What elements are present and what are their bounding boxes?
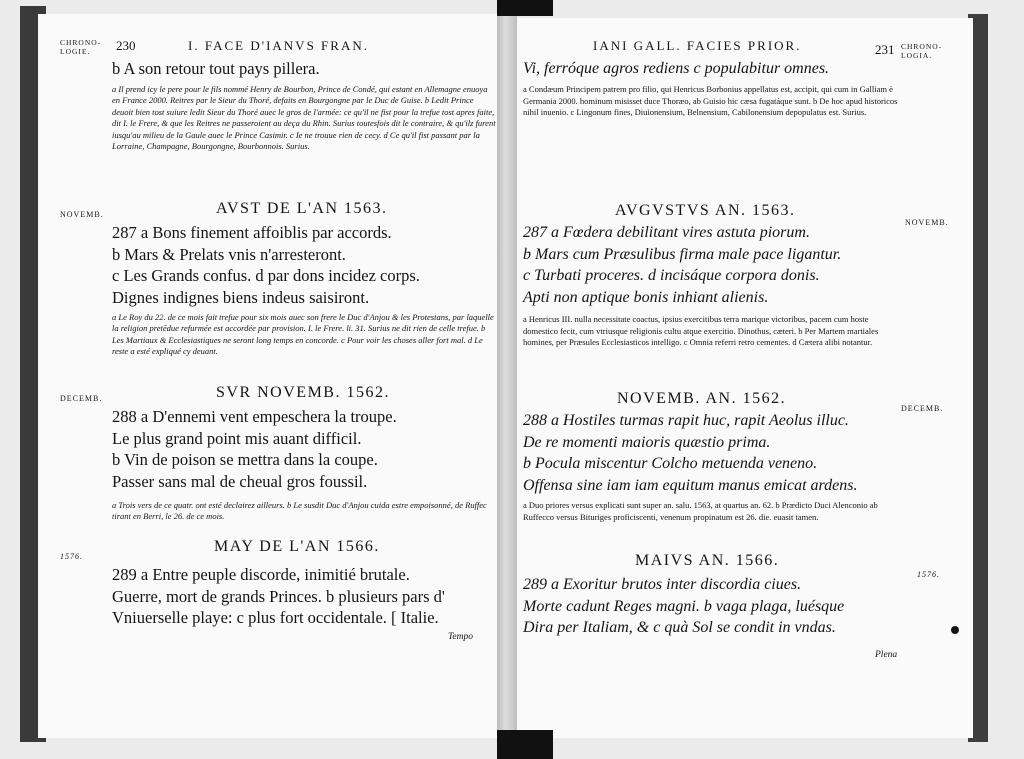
margin-note: 1576. (60, 552, 83, 561)
margin-note: DECEMB. (901, 404, 944, 413)
verse-line: Morte cadunt Reges magni. b vaga plaga, luésque (523, 597, 845, 615)
verse-line: c Les Grands confus. d par dons incidez corps. (112, 266, 420, 285)
verse-line: b Vin de poison se mettra dans la coupe. (112, 450, 378, 469)
catchword: Tempo (448, 632, 473, 642)
page-number: 230 (116, 38, 136, 53)
section-heading: MAIVS AN. 1566. (635, 552, 780, 569)
margin-head-line: CHRONO- (60, 38, 102, 47)
ink-spot (951, 626, 959, 634)
quatrain (523, 222, 841, 308)
spine-bottom (497, 730, 553, 759)
catchword: Plena (875, 650, 898, 660)
quatrain (523, 410, 857, 496)
verse-line: Dira per Italiam, & c quà Sol se condit in vndas. (523, 619, 836, 636)
quatrain (112, 564, 445, 629)
book-gutter (497, 10, 517, 732)
commentary-notes: a Condæum Principem patrem pro filio, qui Henricus Borbonius appellatus est, accipit, qui cum in Galliam è Germania 2000. hominum misisset duce Thoræo, ab Guisio hic cæsa fugatáque sunt. b De hoc apud historicos nihil inuenio. c Lingonum fines, Diuionensium, Belnensium, Cabilonensium depopulatus est. Surius. (523, 84, 898, 118)
verse-line: Dignes indignes biens indeus saisiront. (112, 287, 370, 307)
verse-line: 287 a Bons finement affoiblis par accords. (112, 223, 392, 242)
section-heading: SVR NOVEMB. 1562. (216, 384, 390, 401)
section-heading: MAY DE L'AN 1566. (214, 538, 380, 555)
section-heading: NOVEMB. AN. 1562. (617, 390, 787, 407)
spine-top (497, 0, 553, 16)
margin-note: NOVEMB. (905, 218, 949, 227)
margin-note: NOVEMB. (60, 210, 104, 219)
quatrain (112, 406, 397, 492)
verse-line: 289 a Exoritur brutos inter discordia ciues. (523, 576, 802, 593)
margin-note: DECEMB. (60, 394, 103, 403)
commentary-notes: a Trois vers de ce quatr. ont esté declairez ailleurs. b Le susdit Duc d'Anjou cuida estre empoisonné, de Ruffec tirant en Berri, le 26. de ce mois. (112, 500, 487, 522)
verse-line: Vi, ferróque agros rediens c populabitur omnes. (523, 60, 830, 77)
verse-line: Guerre, mort de grands Princes. b plusieurs pars d' (112, 586, 445, 606)
section-heading: AVST DE L'AN 1563. (216, 200, 388, 217)
margin-head-line: LOGIE. (60, 47, 91, 56)
quatrain (523, 574, 844, 639)
commentary-notes: a Henricus III. nulla necessitate coactus, ipsius exercitibus terra marique victoribus, pacem cum hoste domestico fecit, cum vtriusque religionis cultu atque exercitio. Dinothus, cæteri. b Per Martem martiales homines, per Præsules Ecclesiasticos intelligo. c Omnia referri retro cementes. d Cætera alibi notantur. (523, 314, 879, 348)
verse-line: b A son retour tout pays pillera. (112, 59, 320, 78)
verse-line: 289 a Entre peuple discorde, inimitié brutale. (112, 565, 410, 584)
verse-line: 287 a Fœdera debilitant vires astuta piorum. (523, 224, 810, 241)
right-margin-head (901, 42, 942, 60)
verse-line: 288 a D'ennemi vent empeschera la troupe. (112, 407, 397, 426)
commentary-notes: a Il prend icy le pere pour le fils nommé Henry de Bourbon, Prince de Condé, qui estant en Allemagne enuoya en France 2000. Reitres par le Sieur du Thoré, defaits en Bourgongne par le Duc de Guise. b Ledit Prince deuoit bien tost suiure ledit Sieur du Thoré auec le gros de l'armée: ce qu'il ne fist pour la trefue tost apres faite, dit I. le Frere, & que les Reitres ne passeroient au deça du Rhin. Surius toutesfois dit le contraire, & qu'ilz furent iusqu'au milieu de la Gaule auec le Prince Casimir. c Ie ne trouue rien de cecy. d Ce qu'il fist passant par la Lorraine, Champagne, Bourgongne, Bourbonnois. Surius. (112, 84, 496, 152)
verse-line: 288 a Hostiles turmas rapit huc, rapit Aeolus illuc. (523, 412, 849, 429)
verse-line: De re momenti maioris quæstio prima. (523, 433, 771, 451)
verse-line: b Pocula miscentur Colcho metuenda veneno. (523, 455, 818, 472)
margin-head-line: LOGIA. (901, 51, 933, 60)
left-page (38, 14, 502, 738)
left-margin-head (60, 38, 101, 56)
margin-note: 1576. (917, 570, 940, 579)
commentary-notes: a Duo priores versus explicati sunt super an. salu. 1563, at quartus an. 62. b Prædicto Duci Alenconio ab Ruffecco versus Bituriges proficiscenti, venenum propinatum est 26. die. euasit tamen. (523, 500, 878, 522)
margin-head-line: CHRONO- (901, 42, 943, 51)
verse-line: c Turbati proceres. d incisáque corpora donis. (523, 267, 820, 284)
quatrain (112, 222, 420, 308)
verse-line: Offensa sine iam iam equitum manus emicat ardens. (523, 476, 858, 494)
running-title: IANI GALL. FACIES PRIOR. (593, 38, 802, 53)
right-page (513, 18, 973, 738)
running-title: I. FACE D'IANVS FRAN. (188, 38, 369, 53)
verse-line: b Mars & Prelats vnis n'arresteront. (112, 244, 346, 264)
verse-line: Apti non aptique bonis inhiant alienis. (523, 288, 769, 306)
verse-line: b Mars cum Præsulibus firma male pace ligantur. (523, 245, 842, 263)
page-number: 231 (875, 42, 895, 57)
verse-line: Le plus grand point mis auant difficil. (112, 428, 362, 448)
section-heading: AVGVSTVS AN. 1563. (615, 202, 796, 219)
commentary-notes: a Le Roy du 22. de ce mois fait trefue pour six mois auec son frere le Duc d'Anjou & les Protestans, par laquelle la religion pretēdue refurmée est accordée par provision. I. le Frere. li. 31. Surius ne dit rien de celle trefue. b Les Martiaux & Ecclesiastiques ne seront long temps en concorde. c Pour voir les choses aller fort mal. d Le reste a esté expliqué cy deuant. (112, 312, 494, 357)
verse-line: Passer sans mal de cheual gros foussil. (112, 471, 368, 491)
verse-line: Vniuerselle playe: c plus fort occidentale. [ Italie. (112, 608, 439, 627)
